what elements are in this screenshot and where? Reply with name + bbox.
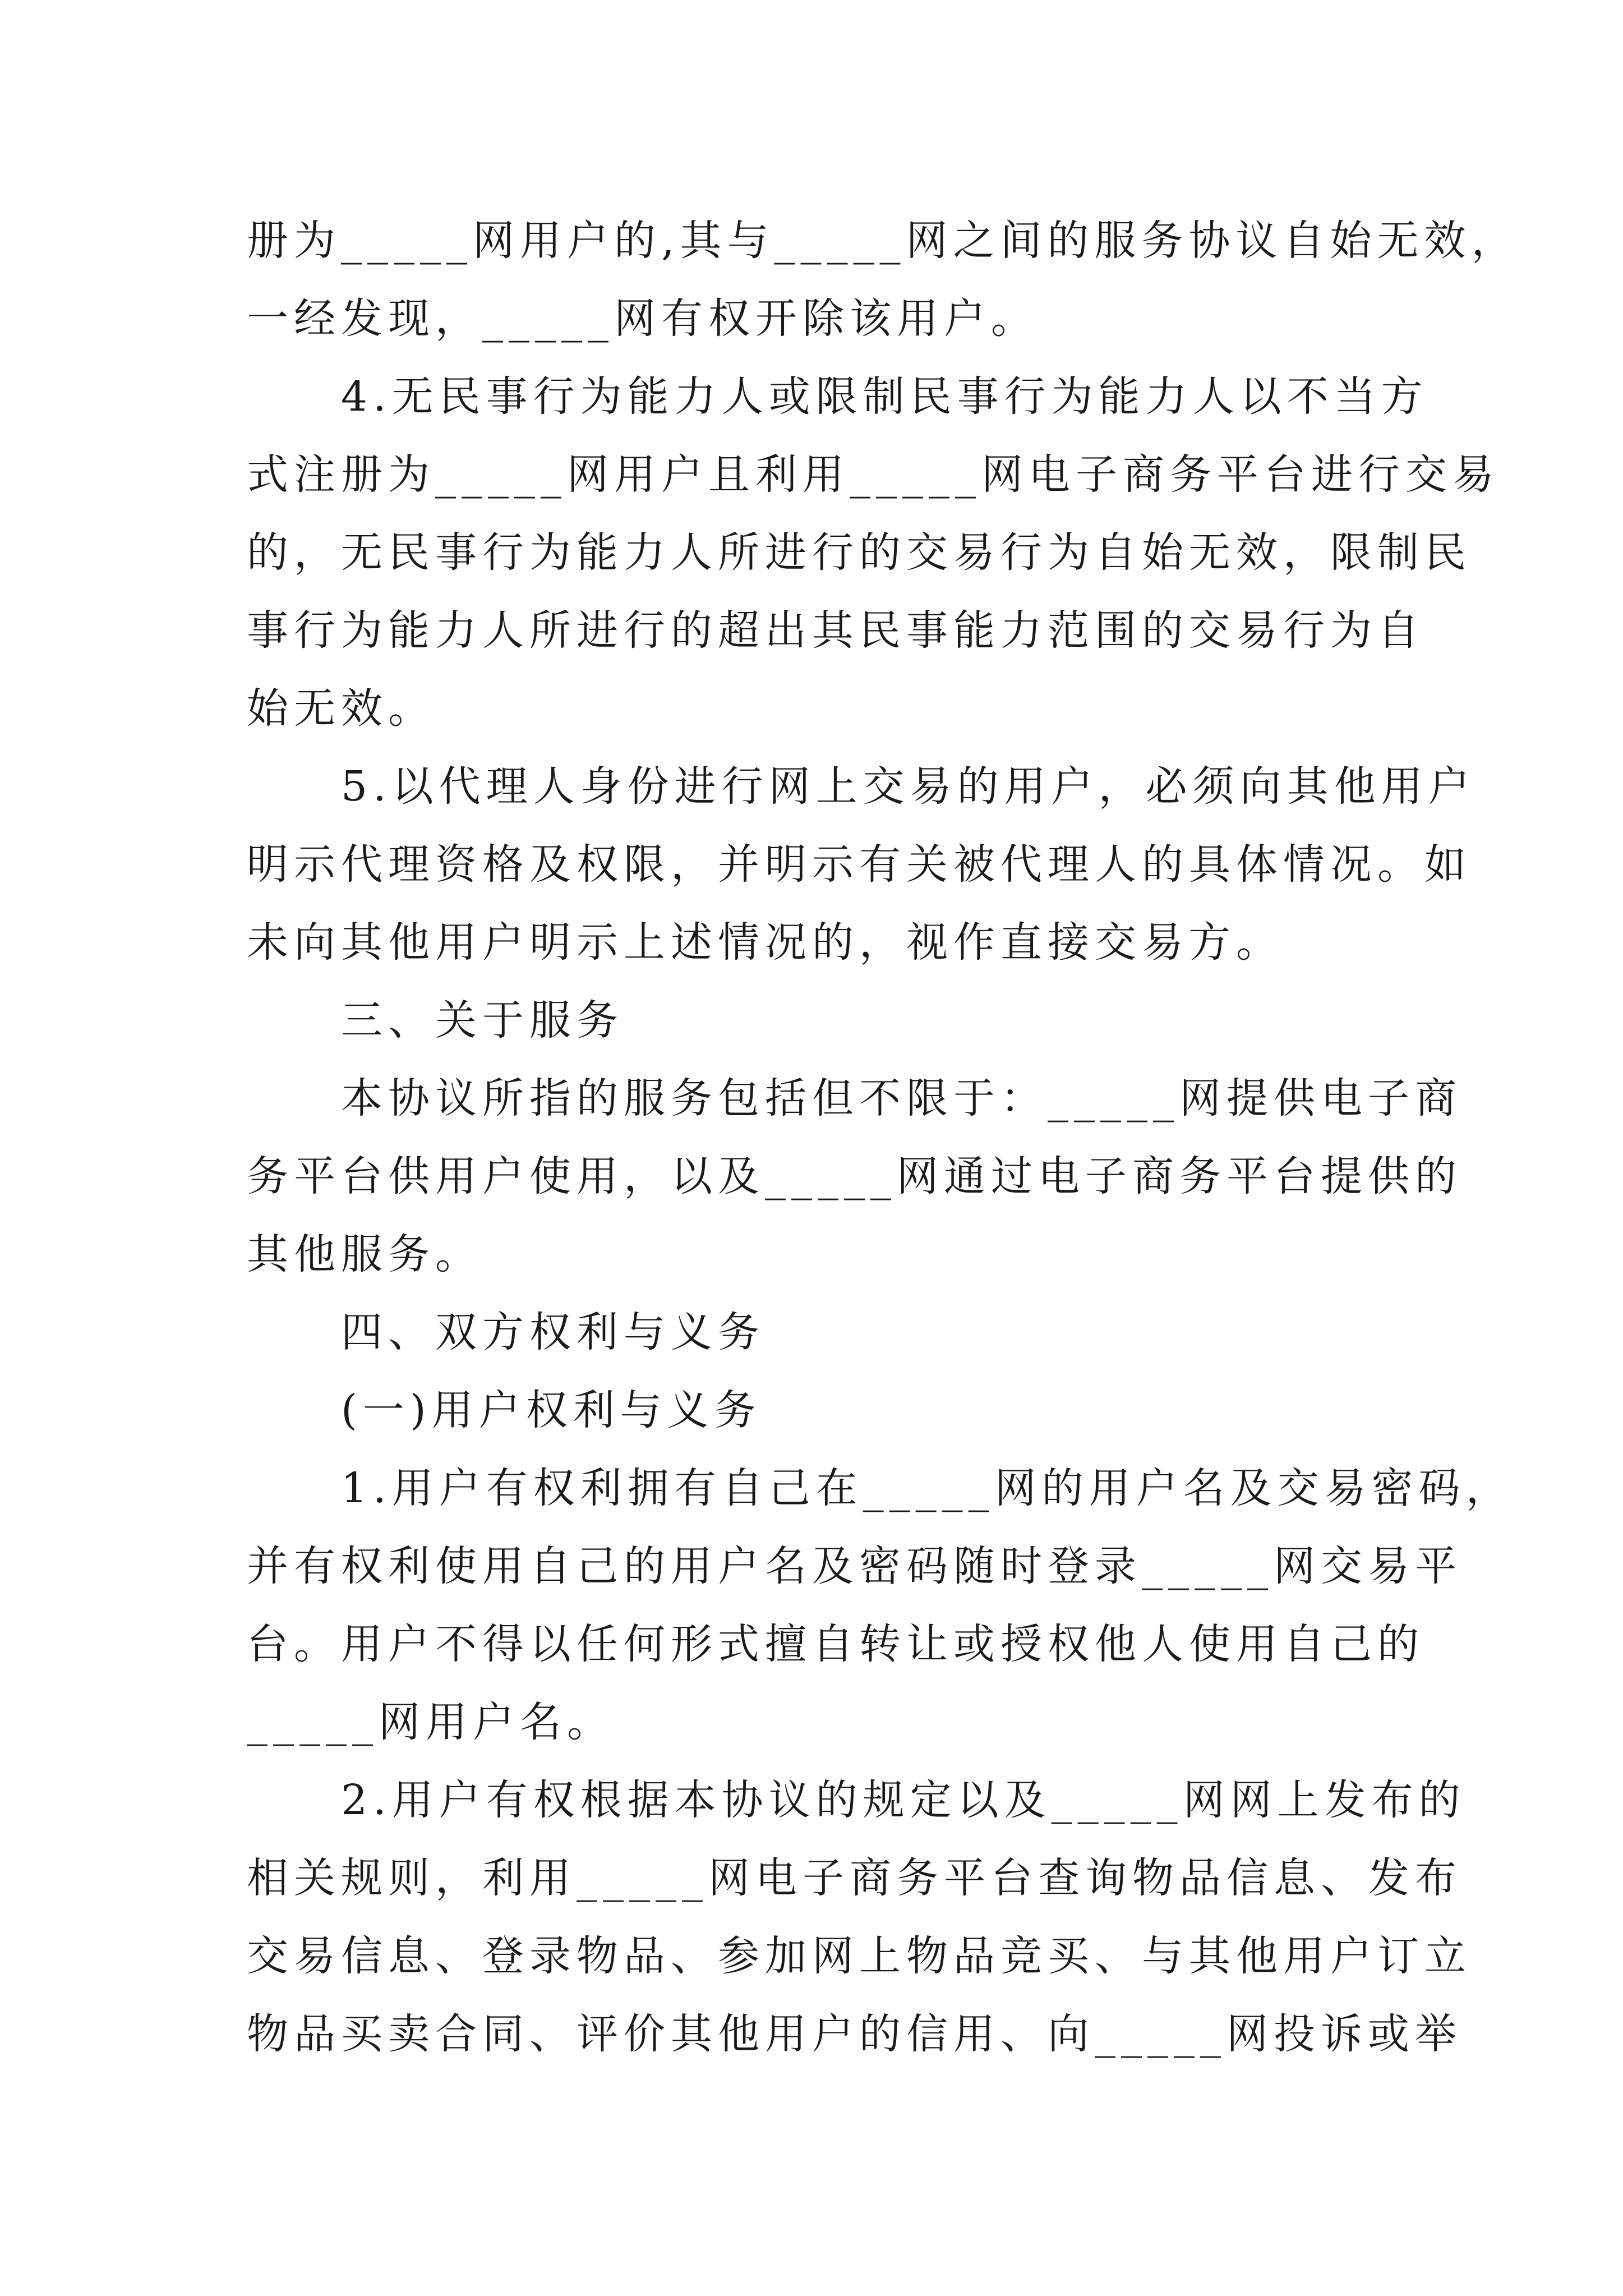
text-line: 台。用户不得以任何形式擅自转让或授权他人使用自己的	[247, 1620, 1424, 1668]
text-line: 本协议所指的服务包括但不限于：_____网提供电子商	[247, 1074, 1462, 1122]
text-line: 式注册为_____网用户且利用_____网电子商务平台进行交易	[247, 450, 1500, 499]
text-line: _____网用户名。	[247, 1698, 614, 1746]
text-line: 交易信息、登录物品、参加网上物品竞买、与其他用户订立	[247, 1932, 1472, 1980]
text-line: 并有权利使用自己的用户名及密码随时登录_____网交易平	[247, 1542, 1462, 1590]
text-line: 册为_____网用户的,其与_____网之间的服务协议自始无效，	[247, 217, 1519, 265]
text-line: 始无效。	[247, 684, 435, 733]
document-body	[247, 202, 1519, 2073]
text-line: 相关规则，利用_____网电子商务平台查询物品信息、发布	[247, 1854, 1462, 1902]
text-line: 一经发现，_____网有权开除该用户。	[247, 295, 1038, 343]
section-heading: 三、关于服务	[247, 996, 624, 1045]
text-line: 其他服务。	[247, 1230, 482, 1278]
text-line: 物品买卖合同、评价其他用户的信用、向_____网投诉或举	[247, 2010, 1462, 2058]
text-line: 4.无民事行为能力人或限制民事行为能力人以不当方	[247, 372, 1428, 421]
subsection-heading: (一)用户权利与义务	[247, 1386, 762, 1434]
text-line: 1.用户有权利拥有自己在_____网的用户名及交易密码，	[247, 1464, 1513, 1512]
text-line: 明示代理资格及权限，并明示有关被代理人的具体情况。如	[247, 840, 1472, 889]
text-line: 5.以代理人身份进行网上交易的用户，必须向其他用户	[247, 762, 1476, 811]
text-line: 未向其他用户明示上述情况的，视作直接交易方。	[247, 918, 1283, 967]
text-line: 2.用户有权根据本协议的规定以及_____网网上发布的	[247, 1776, 1466, 1824]
section-heading: 四、双方权利与义务	[247, 1308, 765, 1356]
text-line: 务平台供用户使用，以及_____网通过电子商务平台提供的	[247, 1152, 1462, 1200]
text-line: 的，无民事行为能力人所进行的交易行为自始无效，限制民	[247, 528, 1472, 577]
text-line: 事行为能力人所进行的超出其民事能力范围的交易行为自	[247, 606, 1424, 655]
